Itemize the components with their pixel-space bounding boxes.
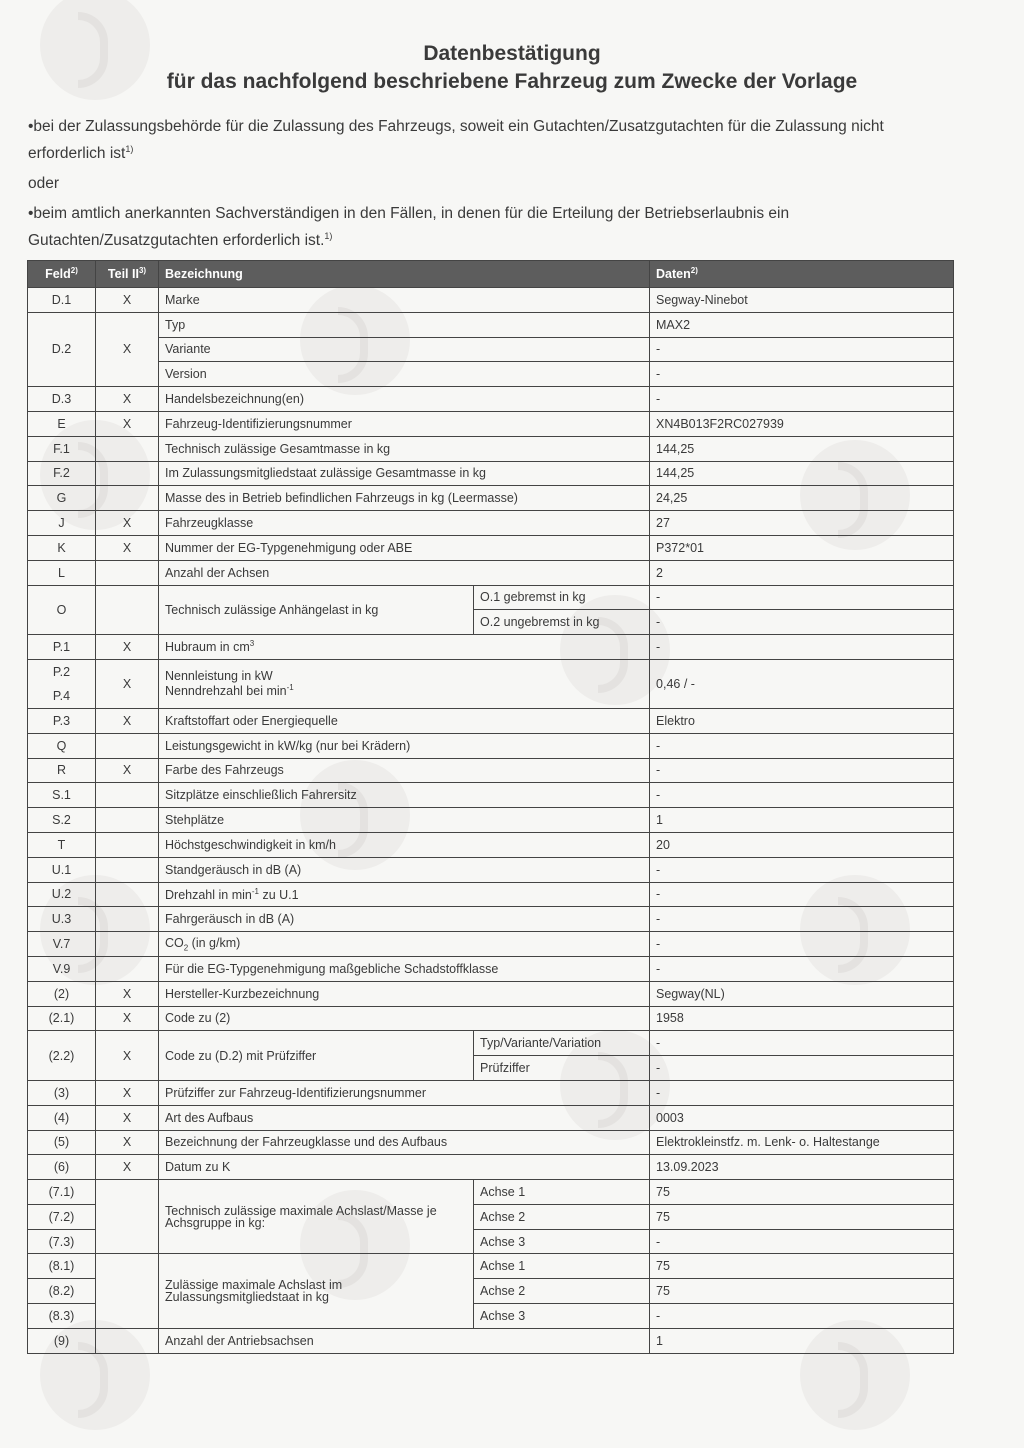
- intro-oder: oder: [28, 175, 60, 193]
- table-row: T Höchstgeschwindigkeit in km/h 20: [28, 832, 954, 857]
- table-row: (4) X Art des Aufbaus 0003: [28, 1105, 954, 1130]
- table-row: Variante -: [28, 337, 954, 362]
- title-line-1: Datenbestätigung: [423, 42, 601, 65]
- table-row: J X Fahrzeugklasse 27: [28, 511, 954, 536]
- document-title: [0, 40, 1024, 96]
- intro-text: [28, 116, 948, 260]
- table-row: F.2 Im Zulassungsmitgliedstaat zulässige Gesamtmasse in kg 144,25: [28, 461, 954, 486]
- vehicle-data-table: [27, 260, 954, 1354]
- table-row: (3) X Prüfziffer zur Fahrzeug-Identifizierungsnummer -: [28, 1080, 954, 1105]
- table-row: P.2 P.4 X Nennleistung in kW Nenndrehzahl bei $\min^{-1}$ 0,46 / -: [28, 659, 954, 708]
- table-row: V.7 $CO_2$ (in g/km) -: [28, 932, 954, 957]
- header-teil: Teil II$^{3)}$: [96, 261, 159, 288]
- table-row: (8.1) Zulässige maximale Achslast im Zulassungsmitgliedstaat in kg Achse 1 75: [28, 1254, 954, 1279]
- table-row: P.3 X Kraftstoffart oder Energiequelle Elektro: [28, 708, 954, 733]
- table-row: (6) X Datum zu K 13.09.2023: [28, 1155, 954, 1180]
- table-row: (7.1) Technisch zulässige maximale Achslast/Masse je Achsgruppe in kg: Achse 1 75: [28, 1180, 954, 1205]
- table-row: U.3 Fahrgeräusch in dB (A) -: [28, 907, 954, 932]
- table-row: D.2 X Typ MAX2: [28, 312, 954, 337]
- table-row: Q Leistungsgewicht in kW/kg (nur bei Krädern) -: [28, 733, 954, 758]
- header-daten: Daten$^{2)}$: [650, 261, 954, 288]
- table-row: V.9 Für die EG-Typgenehmigung maßgebliche Schadstoffklasse -: [28, 956, 954, 981]
- table-row: (8.2) Achse 2 75: [28, 1279, 954, 1304]
- table-row: G Masse des in Betrieb befindlichen Fahrzeugs in kg (Leermasse) 24,25: [28, 486, 954, 511]
- title-line-2: für das nachfolgend beschriebene Fahrzeug zum Zwecke der Vorlage: [166, 70, 858, 93]
- intro-paragraph-2: •beim amtlich anerkannten Sachverständigen in den Fällen, in denen für die Erteilung der Betriebserlaubnis ein Gutachten/Zusatzgutachten erforderlich ist.$^{1)}$: [28, 205, 790, 250]
- table-row: D.3 X Handelsbezeichnung(en) -: [28, 387, 954, 412]
- table-row: F.1 Technisch zulässige Gesamtmasse in kg 144,25: [28, 436, 954, 461]
- table-row: K X Nummer der EG-Typgenehmigung oder ABE P372*01: [28, 535, 954, 560]
- table-row: Version -: [28, 362, 954, 387]
- table-row: (2) X Hersteller-Kurzbezeichnung Segway(NL): [28, 981, 954, 1006]
- table-row: (7.2) Achse 2 75: [28, 1204, 954, 1229]
- intro-paragraph-1: •bei der Zulassungsbehörde für die Zulassung des Fahrzeugs, soweit ein Gutachten/Zusatzgutachten für die Zulassung nicht erforderlich ist$^{1)}$: [28, 118, 884, 163]
- table-row: P.1 X Hubraum in $cm^3$ -: [28, 635, 954, 660]
- table-row: (9) Anzahl der Antriebsachsen 1: [28, 1328, 954, 1353]
- table-row: O Technisch zulässige Anhängelast in kg O.1 gebremst in kg -: [28, 585, 954, 610]
- table-row: (2.1) X Code zu (2) 1958: [28, 1006, 954, 1031]
- table-row: (5) X Bezeichnung der Fahrzeugklasse und des Aufbaus Elektrokleinstfz. m. Lenk- o. Haltestange: [28, 1130, 954, 1155]
- table-row: (8.3) Achse 3 -: [28, 1304, 954, 1329]
- header-feld: Feld$^{2)}$: [28, 261, 96, 288]
- table-row: R X Farbe des Fahrzeugs -: [28, 758, 954, 783]
- table-header-row: [28, 261, 954, 288]
- table-row: (2.2) X Code zu (D.2) mit Prüfziffer Typ/Variante/Variation -: [28, 1031, 954, 1056]
- table-row: D.1 X Marke Segway-Ninebot: [28, 288, 954, 313]
- table-row: E X Fahrzeug-Identifizierungsnummer XN4B013F2RC027939: [28, 411, 954, 436]
- table-row: O.2 ungebremst in kg -: [28, 610, 954, 635]
- table-row: U.1 Standgeräusch in dB (A) -: [28, 857, 954, 882]
- table-row: S.2 Stehplätze 1: [28, 808, 954, 833]
- table-row: S.1 Sitzplätze einschließlich Fahrersitz -: [28, 783, 954, 808]
- table-row: Prüfziffer -: [28, 1056, 954, 1081]
- table-row: U.2 Drehzahl in $\min^{-1}$ zu U.1 -: [28, 882, 954, 907]
- header-bezeichnung: Bezeichnung: [159, 261, 650, 288]
- table-row: (7.3) Achse 3 -: [28, 1229, 954, 1254]
- table-row: L Anzahl der Achsen 2: [28, 560, 954, 585]
